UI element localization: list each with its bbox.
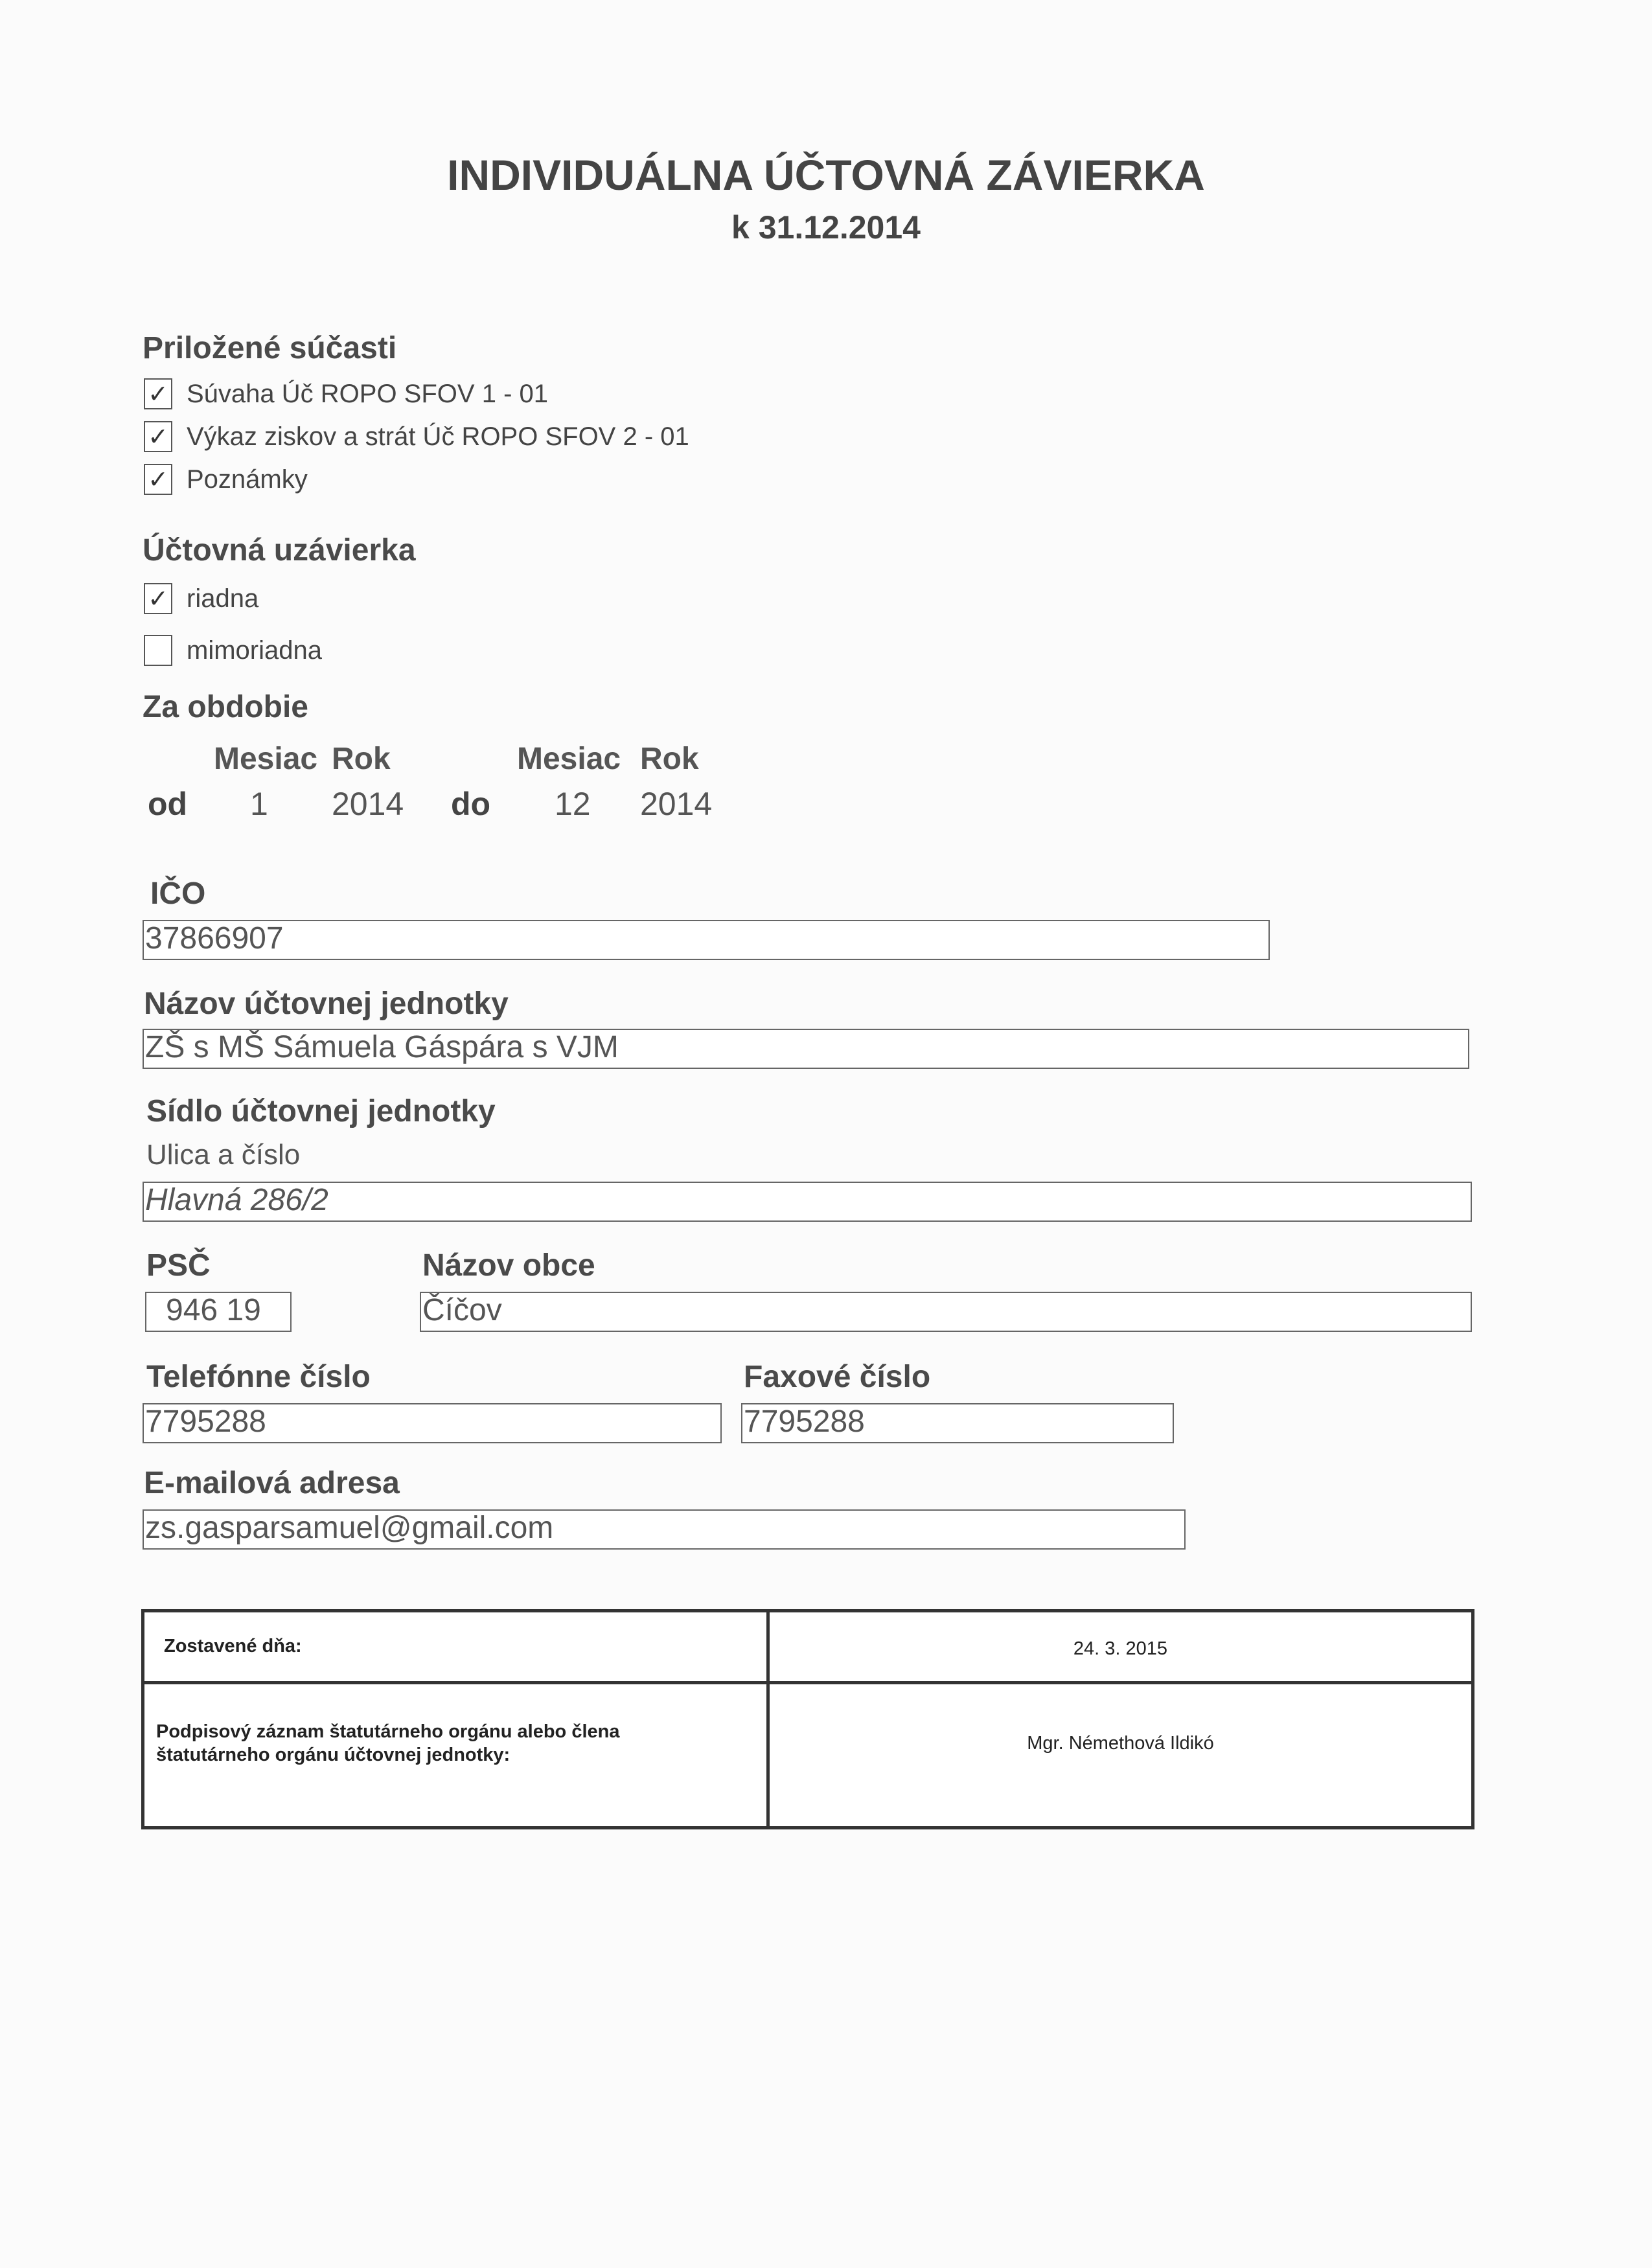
from-month-value: 1 bbox=[250, 786, 268, 822]
fax-field[interactable]: 7795288 bbox=[741, 1403, 1174, 1443]
checkbox-extraordinary[interactable] bbox=[144, 635, 172, 666]
closure-regular-label: riadna bbox=[187, 584, 259, 613]
to-year-value: 2014 bbox=[640, 786, 713, 822]
to-year-label: Rok bbox=[640, 742, 699, 776]
compiled-date-label: Zostavené dňa: bbox=[164, 1636, 302, 1656]
email-label: E-mailová adresa bbox=[144, 1466, 400, 1500]
signature-label-line1: Podpisový záznam štatutárneho orgánu alebo člena bbox=[156, 1721, 620, 1742]
signature-value: Mgr. Némethová Ildikó bbox=[1027, 1733, 1214, 1754]
signature-label-line2: štatutárneho orgánu účtovnej jednotky: bbox=[156, 1745, 511, 1765]
compiled-date-value: 24. 3. 2015 bbox=[1073, 1638, 1168, 1659]
unit-name-label: Názov účtovnej jednotky bbox=[144, 987, 509, 1021]
ico-label: IČO bbox=[150, 876, 206, 911]
table-horizontal-divider bbox=[144, 1681, 1471, 1684]
check-icon: ✓ bbox=[148, 466, 168, 494]
to-month-label: Mesiac bbox=[517, 742, 621, 776]
to-label: do bbox=[451, 786, 491, 822]
from-year-value: 2014 bbox=[332, 786, 404, 822]
closure-regular bbox=[144, 583, 258, 614]
from-month-label: Mesiac bbox=[214, 742, 318, 776]
psc-field[interactable]: 946 19 bbox=[145, 1292, 292, 1332]
fax-label: Faxové číslo bbox=[744, 1360, 931, 1394]
street-field[interactable]: Hlavná 286/2 bbox=[143, 1182, 1472, 1222]
attachment-label: Výkaz ziskov a strát Úč ROPO SFOV 2 - 01 bbox=[187, 422, 689, 451]
closure-extraordinary-label: mimoriadna bbox=[187, 636, 322, 665]
checkbox-notes[interactable] bbox=[144, 464, 172, 495]
city-label: Názov obce bbox=[422, 1248, 595, 1283]
report-date: k 31.12.2014 bbox=[731, 209, 921, 246]
from-year-label: Rok bbox=[332, 742, 391, 776]
attachments-heading: Priložené súčasti bbox=[143, 331, 397, 365]
closure-heading: Účtovná uzávierka bbox=[143, 533, 416, 567]
checkbox-profit-loss[interactable] bbox=[144, 421, 172, 452]
unit-name-field[interactable]: ZŠ s MŠ Sámuela Gáspára s VJM bbox=[143, 1029, 1469, 1069]
phone-field[interactable]: 7795288 bbox=[143, 1403, 722, 1443]
attachment-label: Poznámky bbox=[187, 464, 308, 494]
check-icon: ✓ bbox=[148, 380, 168, 408]
checkbox-balance-sheet[interactable] bbox=[144, 378, 172, 409]
check-icon: ✓ bbox=[148, 423, 168, 451]
closure-extraordinary bbox=[144, 635, 322, 666]
to-month-value: 12 bbox=[555, 786, 591, 822]
seat-heading: Sídlo účtovnej jednotky bbox=[146, 1094, 496, 1128]
attachment-item bbox=[144, 378, 548, 409]
email-field[interactable]: zs.gasparsamuel@gmail.com bbox=[143, 1509, 1186, 1550]
attachment-label: Súvaha Úč ROPO SFOV 1 - 01 bbox=[187, 379, 548, 408]
attachment-item bbox=[144, 421, 689, 452]
ico-field[interactable]: 37866907 bbox=[143, 920, 1270, 960]
attachment-item bbox=[144, 464, 308, 495]
page-title: INDIVIDUÁLNA ÚČTOVNÁ ZÁVIERKA bbox=[447, 151, 1205, 199]
checkbox-regular[interactable] bbox=[144, 583, 172, 614]
street-label: Ulica a číslo bbox=[146, 1139, 301, 1171]
period-heading: Za obdobie bbox=[143, 690, 308, 724]
psc-label: PSČ bbox=[146, 1248, 211, 1283]
check-icon: ✓ bbox=[148, 585, 168, 613]
signature-table bbox=[141, 1609, 1474, 1829]
from-label: od bbox=[148, 786, 188, 822]
phone-label: Telefónne číslo bbox=[146, 1360, 371, 1394]
city-field[interactable]: Číčov bbox=[420, 1292, 1472, 1332]
